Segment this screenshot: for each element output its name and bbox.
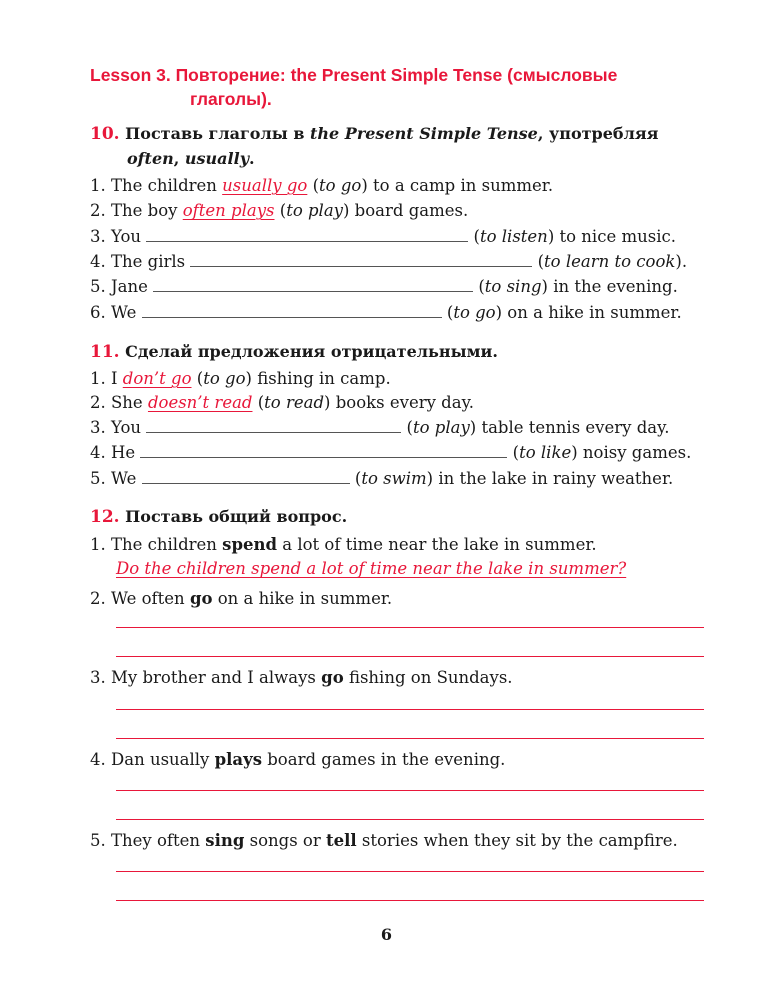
ex10-item-4: 4. The girls (to learn to cook). [90, 252, 688, 271]
item-number: 5. [90, 831, 106, 850]
verb-hint: to learn to cook [544, 252, 676, 271]
item-text: in the lake in rainy weather. [433, 469, 674, 488]
item-number: 4. [90, 750, 106, 769]
ex10-item-1: 1. The children usually go (to go) to a camp in summer. [90, 176, 554, 195]
item-text: books every day. [330, 393, 474, 412]
item-number: 1. [90, 369, 106, 388]
title-part: often [127, 149, 174, 168]
item-text: noisy games. [577, 443, 692, 462]
item-number: 5. [90, 469, 106, 488]
answer-text: usually go [222, 176, 308, 195]
item-text: The girls [111, 252, 191, 271]
verb-hint: to play [412, 418, 470, 437]
verb-hint: to go [203, 369, 246, 388]
exercise-number: 12. [90, 507, 120, 527]
item-text: on a hike in summer. [502, 303, 682, 322]
item-text: The boy [111, 201, 183, 220]
answer-line[interactable] [116, 627, 704, 628]
answer-line[interactable] [116, 790, 704, 791]
ex12-item-1 [90, 534, 597, 556]
item-number: 6. [90, 303, 106, 322]
item-text: You [111, 227, 147, 246]
item-number: 5. [90, 277, 106, 296]
ex10-item-6: 6. We (to go) on a hike in summer. [90, 303, 682, 322]
answer-blank[interactable] [190, 250, 532, 267]
exercise-10-title [90, 123, 659, 145]
item-text: Jane [111, 277, 154, 296]
title-part: usually [184, 149, 249, 168]
ex11-item-2: 2. She doesn’t read (to read) books every day. [90, 393, 474, 412]
item-text: to nice music. [554, 227, 676, 246]
item-text: Dan usually [111, 750, 215, 769]
item-text: fishing in camp. [251, 369, 391, 388]
answer-text: often plays [182, 201, 275, 220]
answer-line[interactable] [116, 900, 704, 901]
item-number: 2. [90, 201, 106, 220]
answer-blank[interactable] [142, 301, 442, 318]
bold-verb: sing [205, 831, 245, 850]
answer-line[interactable] [116, 819, 704, 820]
answer-line[interactable] [116, 709, 704, 710]
verb-hint: to listen [479, 227, 548, 246]
title-part: the Present Simple Tense [310, 124, 538, 143]
item-text: stories when they sit by the campfire. [356, 831, 678, 850]
title-part: Сделай предложения отрицательными. [125, 342, 498, 361]
lesson-title-line-1: Lesson 3. Повторение: the Present Simple Tense (смысловые [90, 65, 618, 85]
item-number: 1. [90, 535, 106, 554]
item-text: a lot of time near the lake in summer. [277, 535, 597, 554]
item-text: He [111, 443, 141, 462]
item-number: 2. [90, 393, 106, 412]
verb-hint: to swim [361, 469, 427, 488]
item-text: The children [111, 535, 223, 554]
exercise-number: 11. [90, 342, 120, 362]
verb-hint: to read [264, 393, 325, 412]
page-number: 6 [380, 925, 393, 944]
bold-verb: plays [214, 750, 262, 769]
item-text: board games in the evening. [262, 750, 506, 769]
lesson-title-line-2: глаголы). [190, 89, 272, 109]
item-number: 1. [90, 176, 106, 195]
item-number: 4. [90, 443, 106, 462]
item-number: 3. [90, 227, 106, 246]
item-text: to a camp in summer. [367, 176, 554, 195]
item-text: fishing on Sundays. [343, 668, 513, 687]
item-text: songs or [244, 831, 326, 850]
ex12-item-1-answer [116, 558, 626, 580]
answer-text: Do the children spend a lot of time near the lake in summer? [116, 559, 627, 578]
item-text: She [111, 393, 148, 412]
item-text: table tennis every day. [476, 418, 670, 437]
item-text: You [111, 418, 147, 437]
answer-blank[interactable] [140, 441, 507, 458]
item-text: My brother and I always [111, 668, 322, 687]
answer-line[interactable] [116, 738, 704, 739]
verb-hint: to play [286, 201, 343, 220]
item-text: board games. [349, 201, 469, 220]
ex10-item-5: 5. Jane (to sing) in the evening. [90, 277, 678, 296]
verb-hint: to go [453, 303, 496, 322]
bold-verb: tell [326, 831, 357, 850]
title-part: . [249, 149, 255, 168]
item-text: . [681, 252, 688, 271]
ex12-item-5 [90, 830, 678, 852]
answer-text: doesn’t read [147, 393, 253, 412]
ex11-item-3: 3. You (to play) table tennis every day. [90, 418, 670, 437]
item-number: 3. [90, 668, 106, 687]
verb-hint: to like [519, 443, 572, 462]
item-text: in the evening. [547, 277, 678, 296]
bold-verb: go [189, 589, 213, 608]
exercise-12-title [90, 506, 347, 528]
item-text: I [111, 369, 123, 388]
title-part: , [173, 149, 185, 168]
title-part: Поставь глаголы в [125, 124, 311, 143]
ex10-item-2: 2. The boy often plays (to play) board games. [90, 201, 469, 220]
exercise-number: 10. [90, 124, 120, 144]
item-text: We [111, 303, 142, 322]
item-number: 2. [90, 589, 106, 608]
bold-verb: go [321, 668, 344, 687]
ex12-item-2 [90, 588, 392, 610]
answer-blank[interactable] [146, 416, 401, 433]
item-number: 3. [90, 418, 106, 437]
answer-line[interactable] [116, 871, 704, 872]
verb-hint: to go [319, 176, 362, 195]
bold-verb: spend [222, 535, 278, 554]
exercise-10-title-line-2 [127, 148, 255, 170]
item-number: 4. [90, 252, 106, 271]
title-part: Поставь общий вопрос. [125, 507, 348, 526]
answer-blank[interactable] [142, 467, 350, 484]
item-text: They often [111, 831, 206, 850]
ex11-item-4: 4. He (to like) noisy games. [90, 443, 692, 462]
ex11-item-5: 5. We (to swim) in the lake in rainy weather. [90, 469, 674, 488]
answer-blank[interactable] [146, 225, 468, 242]
ex11-item-1: 1. I don’t go (to go) fishing in camp. [90, 369, 391, 388]
answer-text: don’t go [122, 369, 192, 388]
verb-hint: to sing [484, 277, 542, 296]
item-text: on a hike in summer. [212, 589, 393, 608]
exercise-11-title [90, 341, 498, 363]
title-part: , употребляя [537, 124, 659, 143]
item-text: The children [111, 176, 223, 195]
item-text: We often [111, 589, 190, 608]
ex12-item-4 [90, 749, 505, 771]
item-text: We [111, 469, 142, 488]
ex12-item-3 [90, 667, 513, 689]
answer-line[interactable] [116, 656, 704, 657]
ex10-item-3: 3. You (to listen) to nice music. [90, 227, 676, 246]
answer-blank[interactable] [153, 275, 473, 292]
